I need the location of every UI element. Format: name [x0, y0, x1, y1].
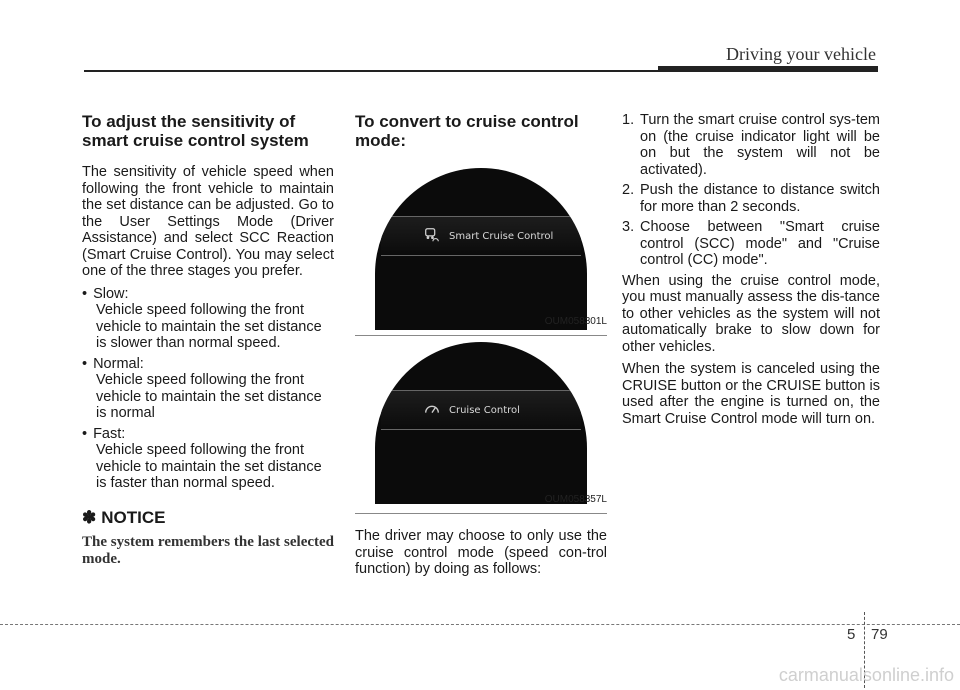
smart-cruise-icon: [423, 226, 441, 244]
list-item: [82, 286, 334, 352]
bullet-text-fast: Vehicle speed following the front vehicle to maintain the set distance is faster than normal speed.: [96, 442, 322, 491]
list-item: [622, 219, 880, 269]
figure-divider: [355, 513, 607, 514]
column-left: [82, 112, 334, 568]
column-middle: [355, 112, 607, 584]
menu-bar: [381, 390, 581, 430]
step-text: Turn the smart cruise control sys-tem on (the cruise indicator light will be on but the system will not be activated).: [640, 112, 880, 178]
step-text: Push the distance to distance switch for more than 2 seconds.: [640, 182, 880, 215]
fig-label-cc: Cruise Control: [449, 405, 520, 416]
cluster-display: [375, 342, 587, 504]
chapter-number: 5: [847, 626, 856, 643]
section-heading-sensitivity: To adjust the sensitivity of smart cruise control system: [82, 112, 309, 150]
notice-text: The system remembers the last selected mode.: [82, 534, 334, 567]
step-text: Choose between "Smart cruise control (SCC) mode" and "Cruise control (CC) mode".: [640, 219, 880, 268]
menu-bar: [381, 216, 581, 256]
watermark: carmanualsonline.info: [778, 665, 954, 685]
convert-body: The driver may choose to only use the cruise control mode (speed con-trol function) by doing as follows:: [355, 528, 607, 577]
footer-rule: [0, 624, 960, 625]
bullet-text-normal: Vehicle speed following the front vehicle to maintain the set distance is normal: [96, 372, 322, 421]
bullet-text-slow: Vehicle speed following the front vehicle to maintain the set distance is slower than normal speed.: [96, 302, 322, 351]
header-title: Driving your vehicle: [726, 44, 876, 64]
fig-label-scc: Smart Cruise Control: [449, 231, 554, 242]
list-item: [622, 112, 880, 178]
bullet-head-normal: • Normal:: [82, 356, 334, 373]
list-item: [82, 426, 334, 492]
figure-smart-cruise: [355, 164, 607, 336]
list-item: [622, 182, 880, 215]
column-right: [622, 112, 880, 433]
bullet-head-fast: • Fast:: [82, 426, 334, 443]
header-rule-accent: [658, 66, 878, 72]
step-number: 2.: [622, 182, 635, 198]
figure-code: OUM058357L: [544, 493, 607, 505]
figure-code: OUM058301L: [544, 315, 607, 327]
section-heading-convert: To convert to cruise control mode:: [355, 112, 579, 150]
page-number: 79: [871, 626, 888, 643]
speedometer-icon: [423, 400, 441, 418]
cruise-mode-para: When using the cruise control mode, you must manually assess the dis-tance to other vehicles as the system will not automatically brake to slow down for other vehicles.: [622, 272, 880, 355]
cancel-para: When the system is canceled using the CRUISE button or the CRUISE button is used after the engine is turned on, the Smart Cruise Control mode will turn on.: [622, 361, 880, 427]
bullet-head-slow: • Slow:: [82, 286, 334, 303]
notice-title-text: NOTICE: [101, 507, 166, 527]
step-number: 3.: [622, 219, 635, 235]
notice-title: [82, 507, 334, 527]
notice-star-icon: ✽: [82, 507, 97, 527]
cluster-display: [375, 168, 587, 330]
figure-divider: [355, 335, 607, 336]
step-list: [622, 112, 880, 269]
list-item: [82, 356, 334, 422]
sensitivity-intro: The sensitivity of vehicle speed when following the front vehicle to maintain the set distance can be adjusted. Go to the User Settings Mode (Driver Assistance) and select SCC Reaction (Smart Cruise Control). You may select one of the three stages you prefer.: [82, 164, 334, 279]
figure-cruise: [355, 338, 607, 514]
step-number: 1.: [622, 112, 635, 128]
